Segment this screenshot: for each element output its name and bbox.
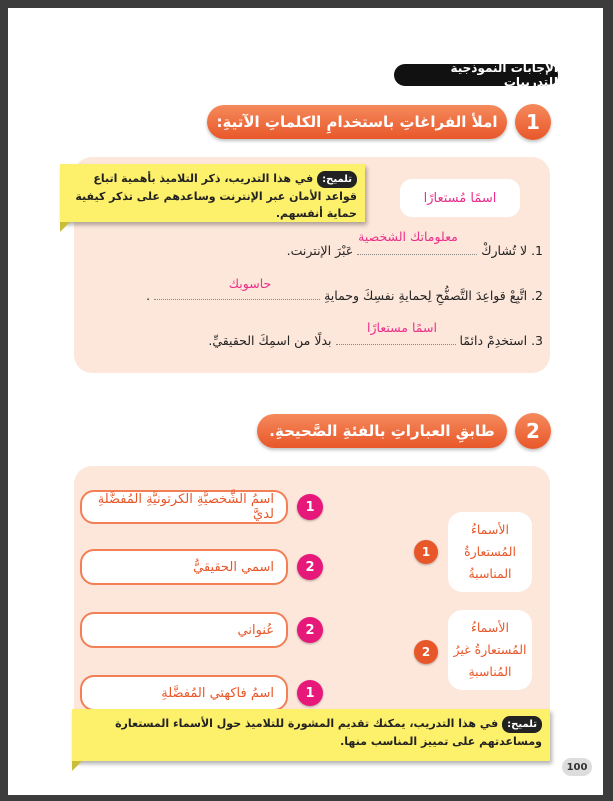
word-bank-box: اسمًا مُستعارًا xyxy=(400,179,520,217)
sentence-3-before: 3. استخدِمْ دائمًا xyxy=(459,333,543,348)
sentence-3-answer: اسمًا مستعارًا xyxy=(367,320,437,335)
match-item-3-answer: 2 xyxy=(297,617,323,643)
hint-text: في هذا التدريب، ذكر التلاميذ بأهمية اتباع قواعد الأمان عبر الإنترنت وساعدهم على تذكر كيفية حماية أنفسهم. xyxy=(75,172,357,220)
hint-text: في هذا التدريب، يمكنك تقديم المشورة للتلاميذ حول الأسماء المستعارة ومساعدتهم على تمييز المناسب منها. xyxy=(115,717,542,748)
section1-title: املأ الفراغاتِ باستخدامِ الكلماتِ الآتيةِ: xyxy=(207,105,507,139)
page-number: 100 xyxy=(562,758,592,776)
note-fold xyxy=(72,761,82,771)
section2-title: طابقِ العباراتِ بالفئةِ الصَّحيحةِ. xyxy=(257,414,507,448)
sentence-2-blank[interactable] xyxy=(154,299,320,300)
sentence-2-after: . xyxy=(146,288,151,303)
category-2-box: الأسماءُ المُستعارةُ غيرُ المُناسبةِ xyxy=(448,610,532,690)
sentence-3-after: بدلًا من اسمِكَ الحقيقيِّ. xyxy=(208,333,332,348)
sentence-3 xyxy=(208,333,543,348)
match-item-4-answer: 1 xyxy=(297,680,323,706)
category-1-box: الأسماءُ المُستعارةُ المناسبةُ xyxy=(448,512,532,592)
section1-hint-note xyxy=(60,164,365,222)
section1-number: 1 xyxy=(515,104,551,140)
hint-tag: تلميح: xyxy=(317,171,357,188)
sentence-2-answer: حاسوبك xyxy=(228,276,272,291)
match-item-4: اسمُ فاكهتي المُفضَّلةِ xyxy=(80,675,288,711)
section2-hint-note xyxy=(72,709,550,761)
match-item-2: اسمي الحقيقيُّ xyxy=(80,549,288,585)
match-item-1-answer: 1 xyxy=(297,494,323,520)
sentence-1-before: 1. لا تُشاركْ xyxy=(481,243,543,258)
hint-tag: تلميح: xyxy=(502,716,542,733)
sentence-1 xyxy=(287,243,543,258)
page-header-title: الإجابات النموذجية للتدريبات xyxy=(394,64,558,86)
section2-number: 2 xyxy=(515,413,551,449)
match-item-3: عُنواني xyxy=(80,612,288,648)
sentence-1-answer: معلوماتك الشخصية xyxy=(358,229,458,244)
match-item-1: اسمُ الشَّخصيَّةِ الكرتونيَّةِ المُفضَّلةِ لديَّ xyxy=(80,490,288,524)
category-2-number: 2 xyxy=(414,640,438,664)
sentence-2-before: 2. اتَّبِعْ قواعِدَ التَّصفُّحِ لِحمايةِ نفسِكَ وحمايةِ xyxy=(324,288,543,303)
category-1-number: 1 xyxy=(414,540,438,564)
note-fold xyxy=(60,222,70,232)
match-item-2-answer: 2 xyxy=(297,554,323,580)
sentence-1-after: عَبْرَ الإنترنت. xyxy=(286,243,354,258)
sentence-3-blank[interactable] xyxy=(336,344,456,345)
sentence-1-blank[interactable] xyxy=(357,254,477,255)
